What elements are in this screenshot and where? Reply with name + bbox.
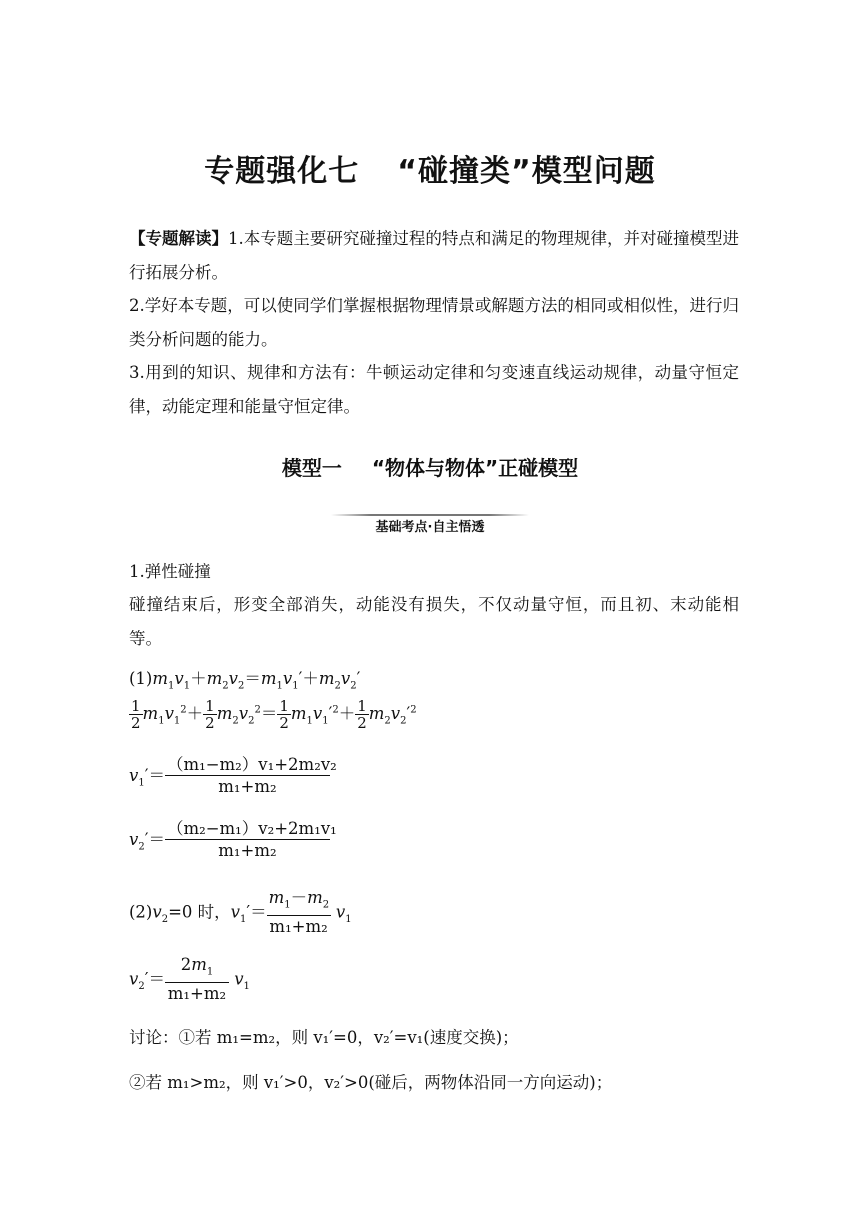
formula-case2-v1: $(2)v_2=0$ 时，$v_1'=$ $\frac{m_1-m_2}{\text{m₁+m₂}}$ $v_1$ [129, 888, 352, 937]
discussion-2: ②若 m₁>m₂，则 v₁′>0，v₂′>0(碰后，两物体沿同一方向运动)； [129, 1073, 613, 1092]
intro-text-1: 1.本专题主要研究碰撞过程的特点和满足的物理规律，并对碰撞模型进行拓展分析。 [129, 229, 739, 282]
banner-text: 基础考点·自主悟透 [375, 520, 485, 535]
discussion-1: 讨论：①若 m₁=m₂，则 v₁′=0，v₂′=v₁(速度交换)； [129, 1028, 519, 1047]
fraction-half: $\frac{1}{2}$ [131, 697, 141, 732]
formula-momentum: $(1)m_1v_1+m_2v_2=m_1v_1'+m_2v_2'$ [129, 669, 361, 692]
section-banner [331, 514, 529, 540]
model-title: “物体与物体”正碰模型 [371, 456, 579, 480]
formula-v1-prime: $v_1'=$ $\frac{\text{（m₁−m₂）v₁+2m₂v₂}}{\text{m₁+m₂}}$ [129, 755, 337, 796]
fraction-2m1: $\frac{2m_1}{\text{m₁+m₂}}$ [165, 955, 229, 1005]
model-label: 模型一 [281, 456, 342, 480]
title-part1: 专题强化七 [204, 154, 360, 189]
fraction-half: $\frac{1}{2}$ [279, 697, 289, 732]
fraction-half: $\frac{1}{2}$ [357, 697, 367, 732]
intro-paragraph-2: 2.学好本专题，可以使同学们掌握根据物理情景或解题方法的相同或相似性，进行归类分析问题的能力。 [129, 296, 739, 349]
intro-tag: 【专题解读】 [129, 229, 229, 248]
fraction-mass-ratio: $\frac{m_1-m_2}{\text{m₁+m₂}}$ [268, 888, 330, 937]
formula-case2-v2: $v_2'=$ $\frac{2m_1}{\text{m₁+m₂}}$ $v_1$ [129, 955, 250, 1004]
intro-paragraph-1 [129, 222, 739, 290]
fraction-v1-prime: $\frac{\text{（m₁−m₂）v₁+2m₂v₂}}{\text{m₁+m₂}}$ [166, 755, 337, 796]
banner-divider [331, 514, 529, 516]
section-heading: 1.弹性碰撞 [129, 562, 211, 581]
title-part2: “碰撞类”模型问题 [397, 154, 656, 189]
intro-paragraph-3: 3.用到的知识、规律和方法有：牛顿运动定律和匀变速直线运动规律，动量守恒定律，动能定理和能量守恒定律。 [129, 363, 739, 416]
fraction-half: $\frac{1}{2}$ [205, 697, 215, 732]
formula-v2-prime: $v_2'=$ $\frac{\text{（m₂−m₁）v₂+2m₁v₁}}{\text{m₁+m₂}}$ [129, 819, 337, 860]
model-heading [0, 452, 860, 481]
formula-energy: $\frac{1}{2}$ $m_1v_1^2+$ $\frac{1}{2}$ $m_2v_2^2=$ $\frac{1}{2}$ $m_1v_1'^2+$ $\frac{1}{2}$ $m_2v_2'^2$ [131, 697, 417, 732]
section-desc: 碰撞结束后，形变全部消失，动能没有损失，不仅动量守恒，而且初、末动能相等。 [129, 595, 739, 648]
page-title [0, 146, 860, 190]
fraction-v2-prime: $\frac{\text{（m₂−m₁）v₂+2m₁v₁}}{\text{m₁+m₂}}$ [166, 819, 337, 860]
